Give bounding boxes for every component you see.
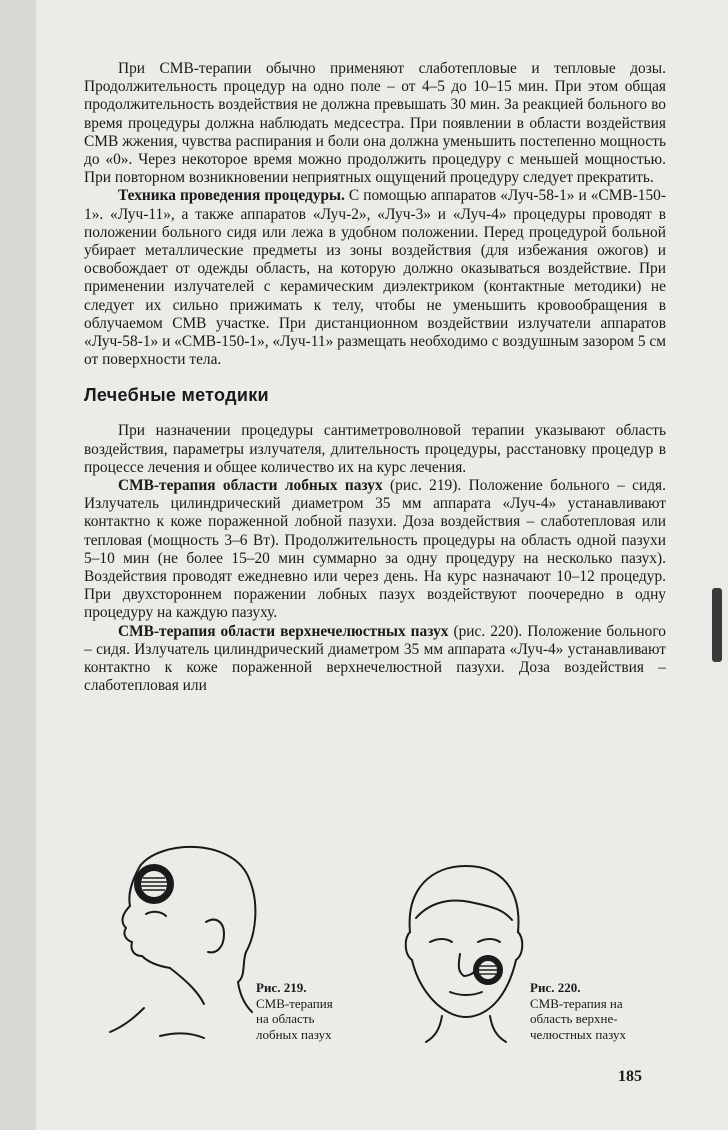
caption-line: на область [256, 1011, 315, 1026]
paragraph [84, 60, 666, 187]
figure-number: Рис. 219. [256, 980, 307, 995]
paragraph-text: С помощью аппаратов «Луч-58-1» и «СМВ-150-1». «Луч-11», а также аппаратов «Луч-2», «Луч-3» и «Луч-4» процедуры проводят в положении больного сидя или лежа в удобном положении. Перед процедурой больной убирает металлические предметы из зоны воздействия (для избежания ожогов) и освобождает от одежды область, на которую должно оказываться воздействие. При применении излучателей с керамическим диэлектриком (контактные методики) не следует их сильно прижимать к телу, чтобы не уменьшить кровообращения в облучаемом СМВ участке. При дистанционном воздействии излучатели аппаратов «Луч-58-1» и «СМВ-150-1», «Луч-11» размещать необходимо с воздушным зазором 5 см от поверхности тела. [84, 187, 666, 369]
caption-line: СМВ-терапия [256, 995, 333, 1011]
caption-line: челюстных пазух [530, 1026, 626, 1042]
paragraph [84, 477, 666, 623]
page-number: 185 [618, 1068, 642, 1085]
paragraph-lead: СМВ-терапия области верхнечелюстных пазух [118, 622, 449, 640]
body-text [84, 60, 666, 696]
paragraph [84, 187, 666, 369]
figure-219-caption [256, 980, 366, 1042]
paragraph-text: (рис. 220). Положение больного – сидя. Излучатель цилиндрический диаметром 35 мм аппарата «Луч-4» устанавливают контактно к коже пораженной верхнечелюстной пазухи. Доза воздействия – слаботепловая или [84, 622, 666, 695]
paragraph-lead: Техника проведения процедуры. [118, 187, 345, 205]
page-edge-tab [712, 588, 722, 662]
caption-line: СМВ-терапия на [530, 995, 623, 1011]
figure-220-illustration [390, 858, 540, 1048]
paragraph-lead: СМВ-терапия области лобных пазух [118, 477, 383, 495]
paragraph-text: (рис. 219). Положение больного – сидя. Излучатель цилиндрический диаметром 35 мм аппарата «Луч-4» устанавливают контактно к коже пораженной лобной пазухи. Доза воздействия – слаботепловая или тепловая (мощность 3–6 Вт). Продолжительность процедуры на область одной пазухи 5–10 мин (не более 15–20 мин суммарно за одну процедуру на несколько пазух). Воздействия проводят ежедневно или через день. На курс назначают 10–12 процедур. При двухстороннем поражении лобных пазух воздействуют поочередно в одну процедуру на каждую пазуху. [84, 477, 666, 622]
paragraph [84, 623, 666, 696]
caption-line: лобных пазух [256, 1026, 332, 1042]
paragraph [84, 422, 666, 477]
figure-219-illustration [100, 836, 260, 1046]
figures-area [84, 830, 666, 1060]
paragraph-text: При СМВ-терапии обычно применяют слаботепловые и тепловые дозы. Продолжительность процедур на одно поле – от 4–5 до 10–15 мин. При этом общая продолжительность воздействия не должна превышать 30 мин. За реакцией больного во время процедуры должна наблюдать медсестра. При появлении в области воздействия СМВ жжения, чувства распирания и боли она должна уменьшить постепенно мощность до «0». Через некоторое время можно продолжить процедуру с меньшей мощностью. При повторном возникновении неприятных ощущений процедуру следует прекратить. [84, 60, 666, 187]
emitter-icon [134, 864, 174, 904]
figure-220-caption [530, 980, 660, 1042]
emitter-icon [473, 955, 503, 985]
caption-line: область верхне- [530, 1011, 618, 1026]
section-heading: Лечебные методики [84, 385, 269, 406]
paragraph-text: При назначении процедуры сантиметроволновой терапии указывают область воздействия, параметры излучателя, длительность процедуры, расстановку процедур в процессе лечения и общее количество их на курс лечения. [84, 422, 666, 476]
figure-number: Рис. 220. [530, 980, 581, 995]
